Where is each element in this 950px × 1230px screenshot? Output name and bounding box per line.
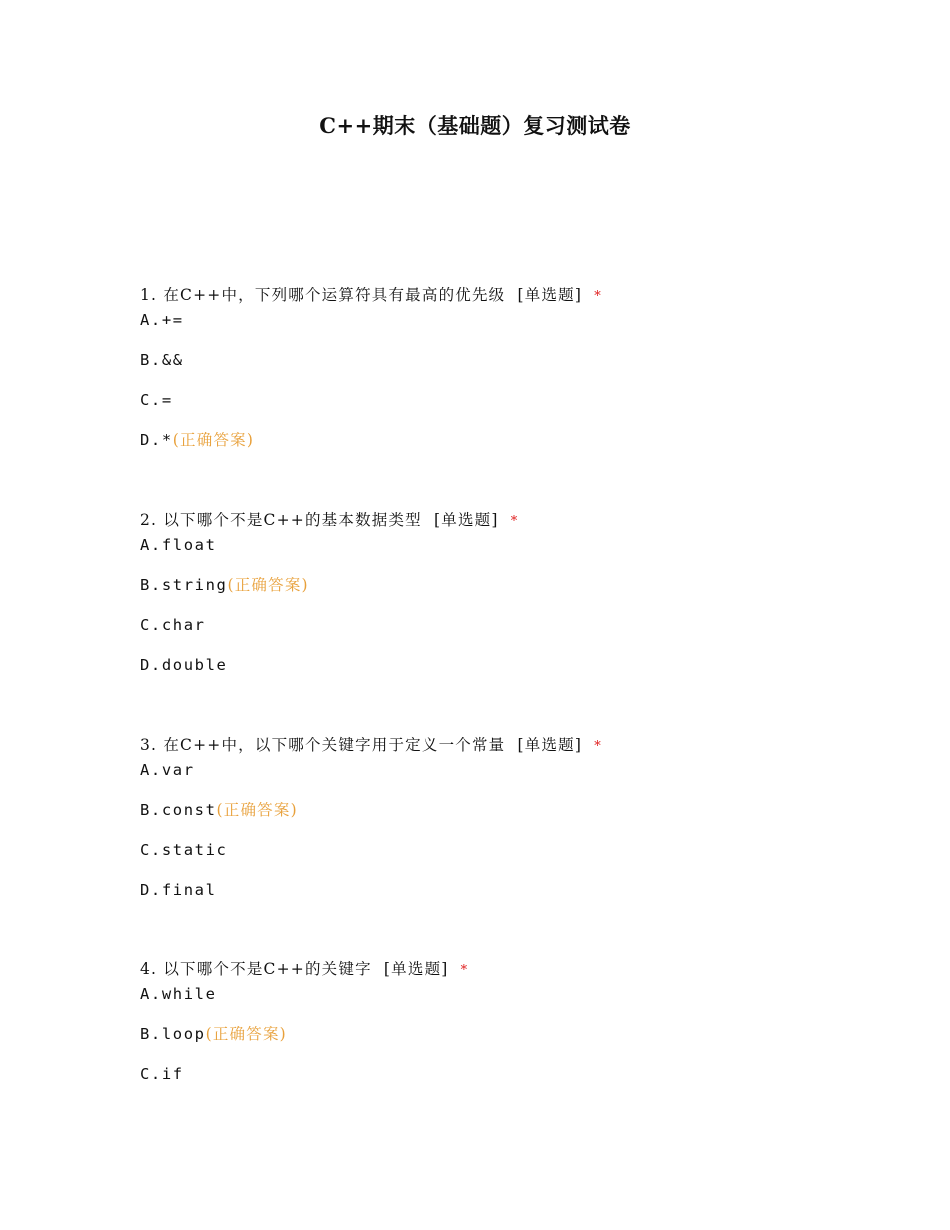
option-d xyxy=(140,429,840,469)
question-type: [单选题] xyxy=(517,286,583,304)
option-d xyxy=(140,654,840,694)
question-title xyxy=(140,506,840,534)
option-label: A.while xyxy=(140,985,217,1003)
question-type: [单选题] xyxy=(517,736,583,754)
question-number: 1. xyxy=(140,286,158,304)
correct-answer-tag: (正确答案) xyxy=(227,576,309,594)
option-a xyxy=(140,983,840,1023)
question-number: 2. xyxy=(140,511,158,529)
question-3 xyxy=(140,731,840,919)
option-label: A.float xyxy=(140,536,217,554)
option-c xyxy=(140,389,840,429)
option-a xyxy=(140,534,840,574)
option-c xyxy=(140,614,840,654)
correct-answer-tag: (正确答案) xyxy=(172,431,255,449)
required-marker: * xyxy=(510,514,518,529)
option-label: B.const xyxy=(140,801,217,819)
option-c xyxy=(140,1063,840,1103)
question-title xyxy=(140,955,840,983)
question-type: [单选题] xyxy=(434,511,499,529)
option-b xyxy=(140,1023,840,1063)
question-title xyxy=(140,731,840,759)
option-d xyxy=(140,879,840,919)
option-a xyxy=(140,309,840,349)
required-marker: * xyxy=(460,963,468,978)
question-type: [单选题] xyxy=(383,960,449,978)
question-4 xyxy=(140,955,840,1103)
question-text: 以下哪个不是C++的基本数据类型 xyxy=(163,511,422,529)
option-b xyxy=(140,574,840,614)
required-marker: * xyxy=(594,289,601,304)
option-label: D.* xyxy=(140,431,173,449)
option-label: B.loop xyxy=(140,1025,206,1043)
option-c xyxy=(140,839,840,879)
option-label: D.double xyxy=(140,656,228,674)
required-marker: * xyxy=(594,739,601,754)
correct-answer-tag: (正确答案) xyxy=(205,1025,287,1043)
question-text: 在C++中，下列哪个运算符具有最高的优先级 xyxy=(163,286,506,304)
option-label: A.var xyxy=(140,761,195,779)
option-label: C.char xyxy=(140,616,206,634)
question-text: 在C++中，以下哪个关键字用于定义一个常量 xyxy=(163,736,506,754)
option-b xyxy=(140,799,840,839)
option-label: C.static xyxy=(140,841,228,859)
option-label: B.&& xyxy=(140,351,184,369)
question-number: 4. xyxy=(140,960,158,978)
question-2 xyxy=(140,506,840,694)
correct-answer-tag: (正确答案) xyxy=(216,801,298,819)
question-text: 以下哪个不是C++的关键字 xyxy=(163,960,372,978)
option-a xyxy=(140,759,840,799)
option-label: C.= xyxy=(140,391,173,409)
question-title xyxy=(140,281,840,309)
option-label: A.+= xyxy=(140,311,184,329)
option-b xyxy=(140,349,840,389)
option-label: C.if xyxy=(140,1065,184,1083)
question-number: 3. xyxy=(140,736,158,754)
page-title: C++期末（基础题）复习测试卷 xyxy=(319,113,631,138)
question-1 xyxy=(140,281,840,469)
option-label: B.string xyxy=(140,576,228,594)
option-label: D.final xyxy=(140,881,217,899)
